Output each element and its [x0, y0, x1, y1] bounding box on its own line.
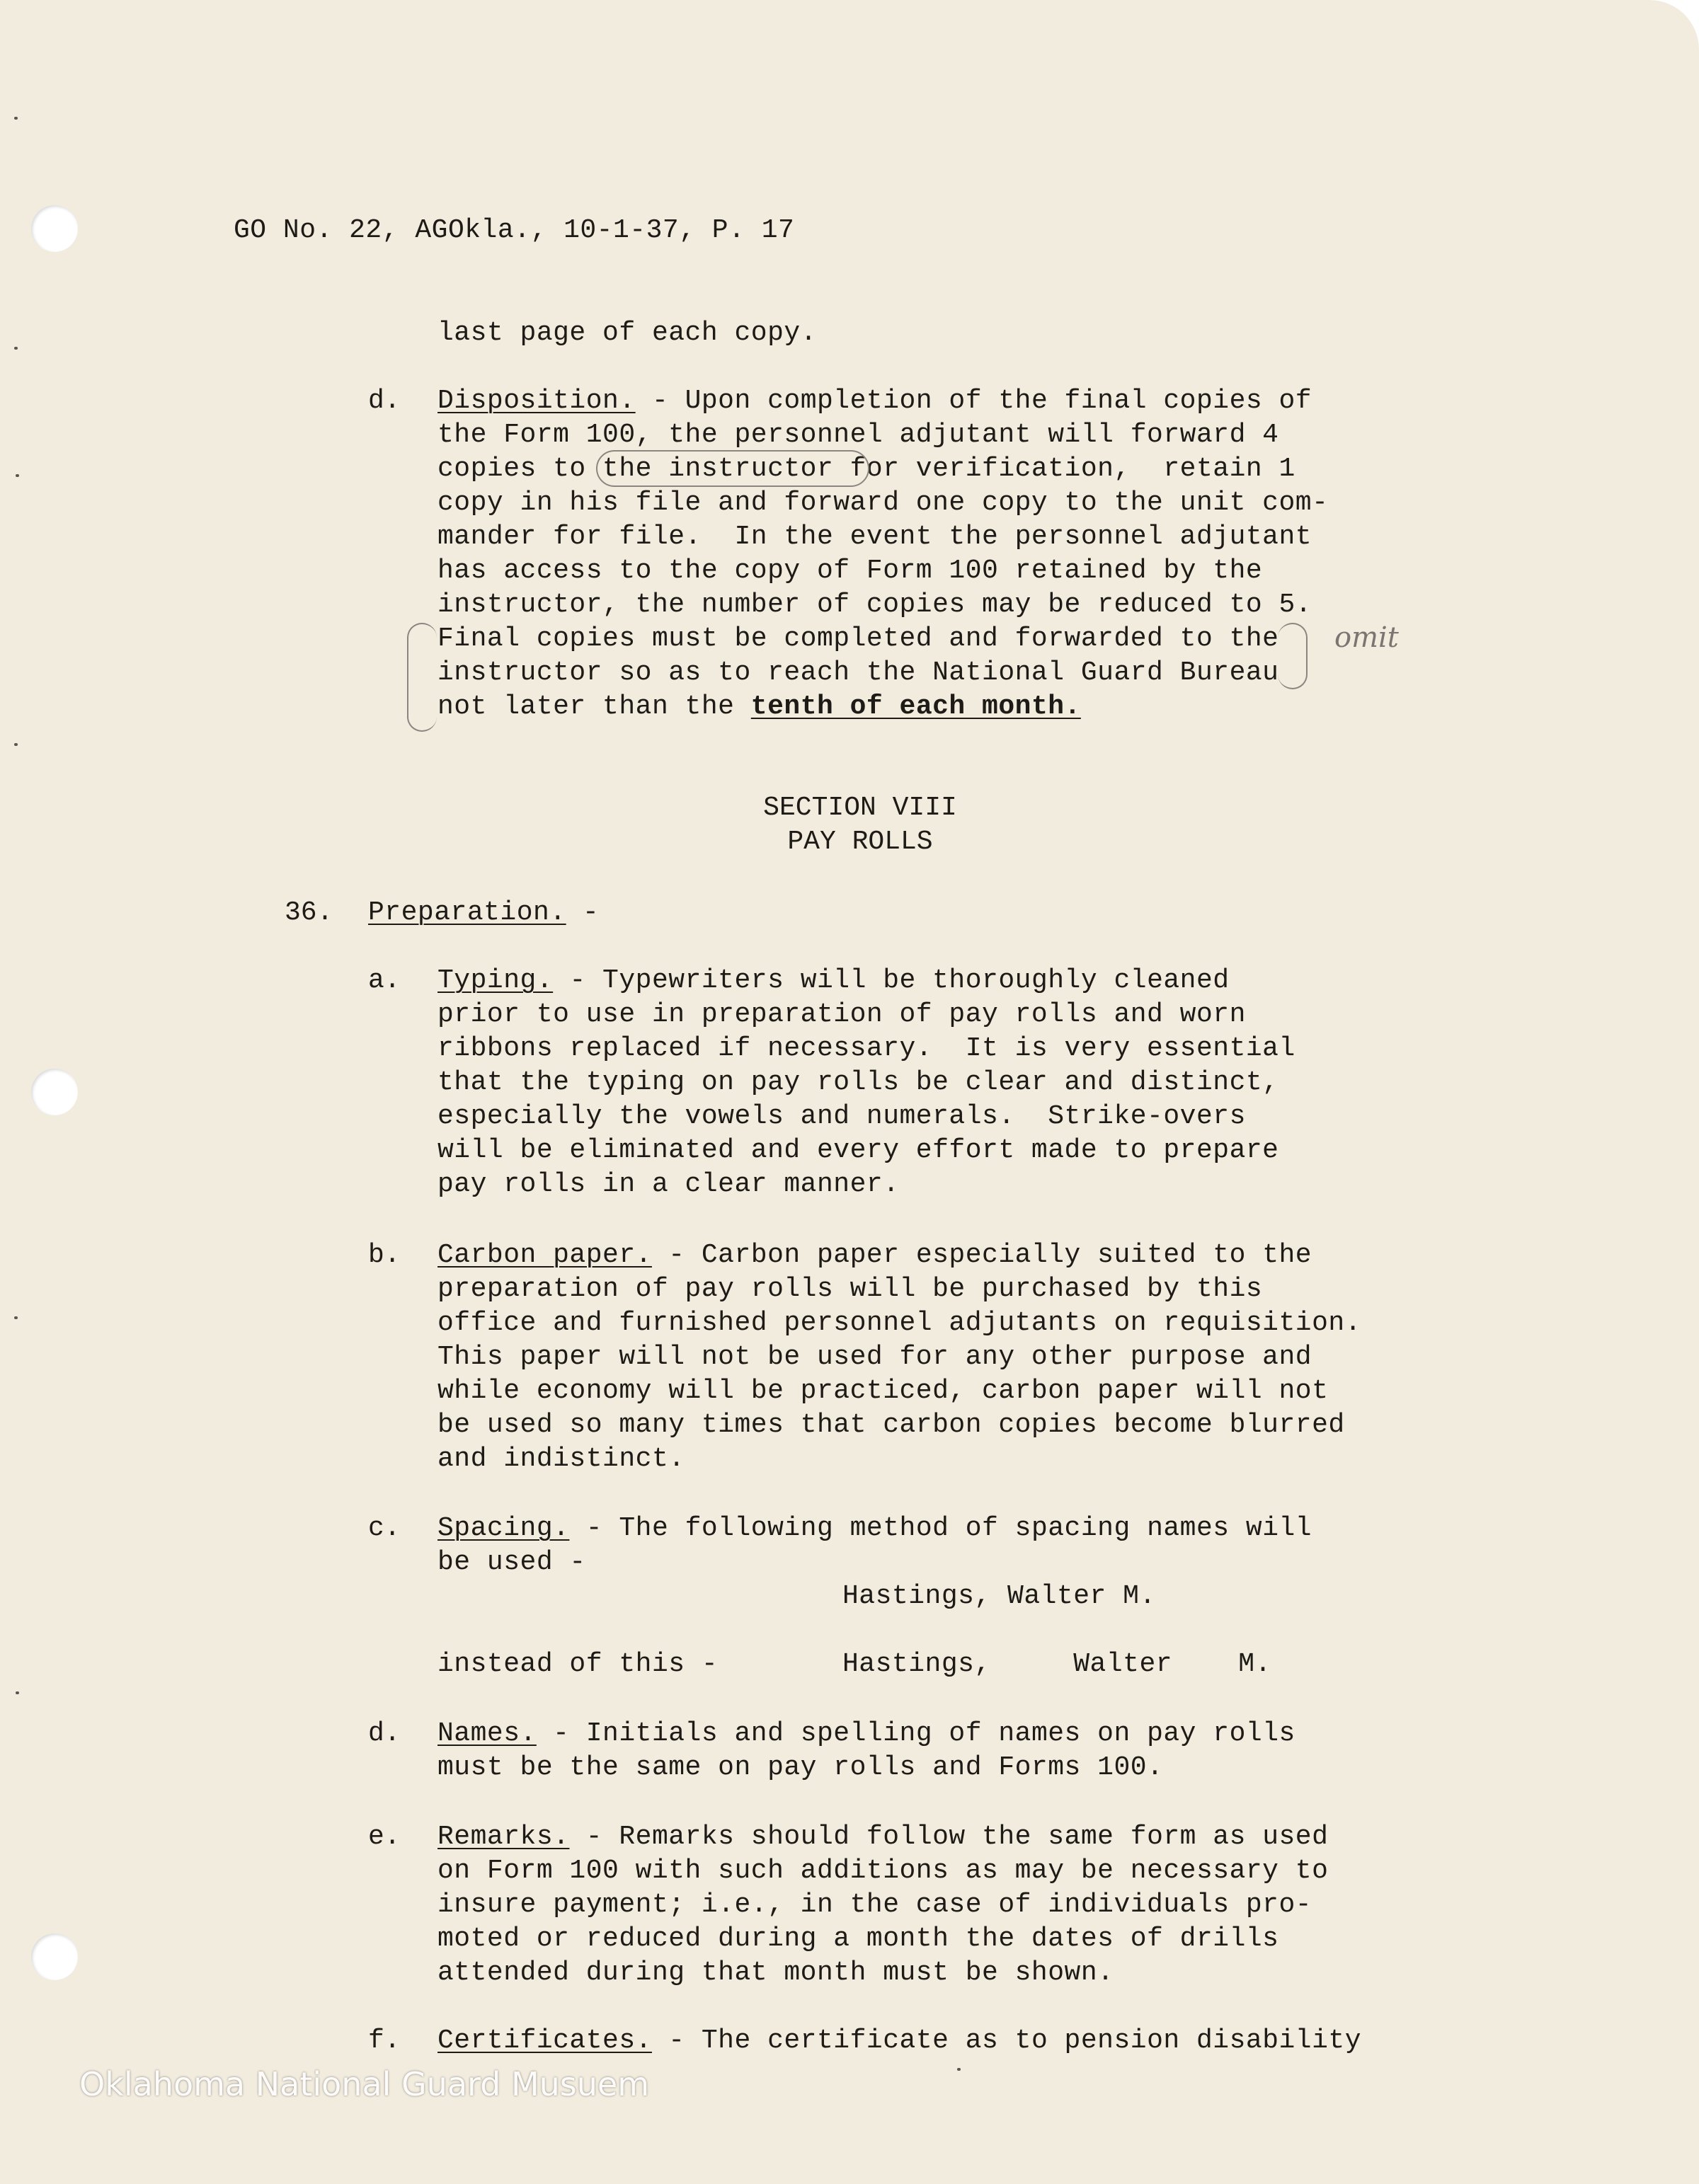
paper-speck	[16, 1691, 19, 1694]
remarks-line-5: attended during that month must be shown.	[437, 1958, 1114, 1988]
carbon-line-1	[437, 1238, 1312, 1272]
names-line-2: must be the same on pay rolls and Forms 100.	[437, 1752, 1164, 1783]
disposition-line-10	[437, 690, 1081, 724]
carbon-line-6: be used so many times that carbon copies become blurred	[437, 1410, 1345, 1440]
disposition-line-2: the Form 100, the personnel adjutant will forward 4	[437, 420, 1279, 450]
certificates-heading: Certificates.	[437, 2025, 652, 2056]
item-letter-d-names: d.	[368, 1718, 401, 1749]
paper-speck	[14, 1316, 18, 1319]
typing-text: - Typewriters will be thoroughly cleaned	[553, 965, 1230, 996]
document-header: GO No. 22, AGOkla., 10-1-37, P. 17	[234, 215, 795, 246]
continuation-line: last page of each copy.	[437, 318, 817, 348]
item-letter-f: f.	[368, 2025, 401, 2056]
remarks-line-3: insure payment; i.e., in the case of individuals pro-	[437, 1890, 1312, 1920]
item-letter-d-disposition: d.	[368, 386, 401, 416]
paper-speck	[14, 347, 18, 350]
disposition-text: not later than the	[437, 691, 751, 722]
disposition-line-6: has access to the copy of Form 100 retained by the	[437, 556, 1263, 586]
paragraph-heading-suffix: -	[566, 897, 600, 928]
paper-speck	[14, 743, 18, 746]
remarks-line-4: moted or reduced during a month the dates of drills	[437, 1924, 1279, 1954]
typing-line-3: ribbons replaced if necessary. It is very essential	[437, 1033, 1295, 1064]
disposition-line-7: instructor, the number of copies may be reduced to 5.	[437, 590, 1312, 620]
paragraph-number: 36.	[285, 897, 333, 928]
handwritten-note: omit	[1334, 621, 1399, 654]
disposition-line-4: copy in his file and forward one copy to the unit com-	[437, 488, 1329, 518]
binder-hole-top	[31, 205, 78, 252]
typing-line-4: that the typing on pay rolls be clear and distinct,	[437, 1067, 1279, 1098]
spacing-heading: Spacing.	[437, 1513, 570, 1544]
item-letter-b: b.	[368, 1240, 401, 1270]
typing-line-7: pay rolls in a clear manner.	[437, 1169, 900, 1200]
binder-hole-bottom	[31, 1933, 78, 1980]
disposition-line-9: instructor so as to reach the National Guard Bureau	[437, 657, 1279, 688]
typing-line-6: will be eliminated and every effort made to prepare	[437, 1135, 1279, 1166]
paragraph-heading-line	[368, 896, 599, 930]
section-title: SECTION VIII	[763, 793, 957, 823]
paper-speck	[957, 2068, 961, 2071]
disposition-line-8: Final copies must be completed and forwarded to the	[437, 623, 1279, 654]
names-text: - Initials and spelling of names on pay rolls	[536, 1718, 1295, 1749]
disposition-line-5: mander for file. In the event the personnel adjutant	[437, 522, 1312, 552]
carbon-line-7: and indistinct.	[437, 1444, 685, 1474]
spacing-text: - The following method of spacing names will	[569, 1513, 1312, 1544]
pencil-bracket-open	[407, 623, 437, 732]
pencil-circle-mark	[596, 450, 869, 487]
paper-speck	[14, 117, 18, 120]
certificates-text: - The certificate as to pension disability	[651, 2025, 1362, 2056]
names-line-1	[437, 1717, 1295, 1751]
disposition-line-3: copies to the instructor for verification, retain 1	[437, 454, 1295, 484]
typing-line-2: prior to use in preparation of pay rolls and worn	[437, 999, 1246, 1030]
spacing-example-wrong: Hastings, Walter M.	[842, 1649, 1271, 1679]
museum-watermark: Oklahoma National Guard Musuem	[79, 2065, 650, 2103]
carbon-line-4: This paper will not be used for any other purpose and	[437, 1342, 1312, 1372]
remarks-text: - Remarks should follow the same form as used	[569, 1822, 1329, 1852]
carbon-line-3: office and furnished personnel adjutants on requisition.	[437, 1308, 1362, 1338]
remarks-line-2: on Form 100 with such additions as may be necessary to	[437, 1856, 1329, 1886]
certificates-line-1	[437, 2024, 1361, 2058]
disposition-deadline: tenth of each month.	[750, 691, 1081, 722]
carbon-heading: Carbon paper.	[437, 1240, 652, 1270]
typing-line-1	[437, 964, 1230, 998]
item-letter-a: a.	[368, 965, 401, 996]
carbon-text: - Carbon paper especially suited to the	[651, 1240, 1312, 1270]
spacing-line-2: be used -	[437, 1547, 586, 1577]
disposition-text: - Upon completion of the final copies of	[635, 386, 1312, 416]
names-heading: Names.	[437, 1718, 537, 1749]
pencil-bracket-close	[1278, 623, 1308, 689]
disposition-heading: Disposition.	[437, 386, 636, 416]
carbon-line-5: while economy will be practiced, carbon paper will not	[437, 1376, 1329, 1406]
spacing-line-1	[437, 1512, 1312, 1546]
section-subtitle: PAY ROLLS	[787, 827, 933, 857]
typing-line-5: especially the vowels and numerals. Strike-overs	[437, 1101, 1246, 1132]
paper-speck	[16, 474, 19, 477]
item-letter-e: e.	[368, 1822, 401, 1852]
paragraph-heading: Preparation.	[368, 897, 566, 928]
spacing-instead-label: instead of this -	[437, 1649, 719, 1679]
disposition-line-1	[437, 384, 1312, 418]
spacing-example-correct: Hastings, Walter M.	[842, 1581, 1156, 1611]
item-letter-c: c.	[368, 1513, 401, 1544]
typing-heading: Typing.	[437, 965, 554, 996]
remarks-line-1	[437, 1820, 1328, 1854]
binder-hole-middle	[31, 1069, 78, 1115]
remarks-heading: Remarks.	[437, 1822, 570, 1852]
carbon-line-2: preparation of pay rolls will be purchased by this	[437, 1274, 1263, 1304]
